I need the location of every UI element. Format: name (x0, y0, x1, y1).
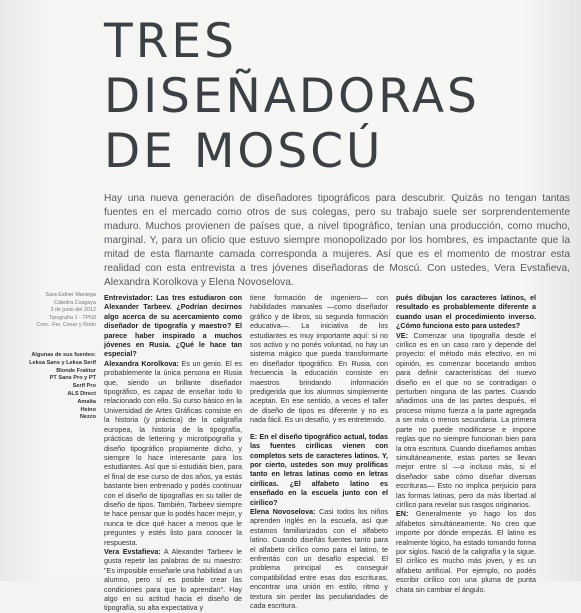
fonts-heading: Algunas de sus fuentes: (31, 352, 96, 358)
paragraph-gap (250, 425, 388, 432)
speaker-name: Elena Novoselova: (250, 506, 316, 516)
font-item: Amalta (77, 398, 96, 405)
answer-text: A Alexander Tarbeev le gusta repetir las palabras de su maestro: "Es imposible enseñarle una habilidad a un alumno, pero sí es posible crear las condiciones para que lo aprendan". Hay algo en su actitud hacia el diseño de tipografía, su alta expectativa y (104, 546, 242, 613)
font-item: Heino (80, 406, 96, 413)
credits-block (14, 292, 96, 330)
title-line-2: DISEÑADORAS (104, 69, 480, 124)
speaker-name: VE: (396, 330, 408, 340)
answer-text: Casi todos los niños aprenden inglés en la escuela, así que estamos familiarizados con el alfabeto latino. Cuando diseñás fuentes tanto para el alfabeto cirílico como para el latino, te enfrentás con un desafío especial. El problema principal es conseguir compatibilidad entre esas dos escrituras, encontrar una unión en estilo, ritmo y textura sin perder las peculiaridades de cada escritura. (250, 506, 388, 610)
credit-subject: Tipografía 1 - TPN3 (48, 314, 96, 321)
fonts-list (14, 352, 96, 422)
credit-date: 3 de junio del 2012 (50, 307, 96, 314)
speaker-name: Alexandra Korolkova: (104, 358, 179, 368)
article-intro: Hay una nueva generación de diseñadores tipográficos para descubrir. Quizás no tengan tantas fuentes en el mercado como otros de sus colegas, pero su trabajo suele ser sorprendentemente maduro. Muchos provienen de países que, a nivel tipográfico, tenían una producción, como mucho, marginal. Y, para un oficio que estuvo siempre monopolizado por los hombres, es impactante que la mitad de esta flamante camada corresponda a mujeres. Así que es el momento de mostrar esta realidad con esta entrevista a tres jóvenes diseñadoras de Moscú. Con ustedes, Vera Evstafieva, Alexandra Korolkova y Elena Novoselova. (104, 193, 570, 288)
interview-question: Entrevistador: Las tres estudiaron con Alexander Tarbeev. ¿Podrían decirnos algo acerca de su acercamiento como diseñador de tipografía y maestro? El parece haber inspirado a muchos jóvenes en Rusia. ¿Qué le hace tan especial? (104, 293, 242, 359)
font-item: PT Sans Pro y PT (49, 375, 96, 382)
font-item: ALS Direct (67, 390, 96, 397)
text-column-3 (396, 293, 536, 594)
interview-answer (250, 507, 388, 610)
font-item: Leksa Sans y Leksa Serif (29, 359, 96, 366)
interview-answer (104, 359, 242, 547)
title-line-3: DE MOSCÚ (104, 124, 384, 179)
answer-text: Comenzar una tipografía desde el cirílico es en un caso raro y depende del proyecto: el método más efectivo, en mi opinión, es comenzar bocetando ambos para definir características del nuevo diseño en el que no se contradigan o perturben ninguna de las partes. Cuando añadimos una de las partes después, el proceso mismo fuerza a la parte agregada a ser más o menos secundaria. La primera parte no puede modificarse e impone reglas que no siempre funcionan bien para la otra escritura. Cuando diseñamos ambas simultáneamente, estas partes se llevan mejor entre sí —o incluso más, si el diseñador sabe cómo diseñar diversas escrituras— Esto no implica perjuicio para las formas latinas, pero da más libertad al cirílico para revelar sus rasgos originarios. (396, 330, 536, 509)
font-item: Blonde Fraktur (56, 367, 96, 374)
article-title (104, 14, 564, 179)
credit-course: Cátedra Cosgaya (54, 299, 96, 306)
title-line-1: TRES (104, 14, 237, 69)
credit-commission: Com.: Fer, Cesar y Rodo (36, 322, 96, 329)
speaker-name: Vera Evstafieva: (104, 546, 161, 556)
answer-text: Generalmente yo hago los dos alfabetos simultáneamente. No creo que importe por dónde empezás. El latino es realmente lógico, ha estado tomando forma por siglos. Nació de la caligrafía y la sigue. El cirílico es mucho más joven, y es un alfabeto artificial. Por ejemplo, no podés escribir cirílico con una pluma de punta chata sin cambiar el ángulo. (396, 509, 536, 594)
interview-answer (104, 547, 242, 613)
font-item: Serif Pro (72, 383, 96, 390)
interview-answer (396, 331, 536, 510)
text-column-1 (104, 293, 242, 613)
answer-text: Es un genio. El es probablemente la única persona en Rusia que, siendo un brillante diseñador tipográfico, es capaz de enseñar todo lo relacionado con ello. Su curso básico en la Universidad de Artes Gráficas consiste en la historia (y práctica) de la caligrafía europea, la historia de la tipografía, prácticas de lettering y microtipografía y diseño tipográfico propiamente dicho, y siempre lo hace interesante para los estudiantes. Así que si estudiáis bien, para el final de ese curso de dos años, ya estás bastante bien entrenado y podés continuar con el diseño de tipografías en su taller de diseño de tipos. También, Tarbeev siempre te hace pensar que lo podés hacer mejor, y nunca te dice qué hacer a menos que le preguntes y estés listo para conocer la respuesta. (104, 358, 242, 547)
speaker-name: EN: (396, 509, 409, 519)
font-item: Nezzo (79, 414, 96, 421)
credit-author: Sara Esther Maniega (45, 292, 96, 298)
interview-answer (396, 509, 536, 594)
text-column-2 (250, 293, 388, 610)
answer-continuation: tiene formación de ingeniero— con habilidades manuales —como diseñador gráfico y de libros, su segunda formación educativa—. La iniciativa de los estudiantes es muy importante aquí: si no sos activo y no ponés voluntad, no hay un sistema mágico que pueda transformarte en diseñador tipográfico. En Rusia, con frecuencia la educación consiste en maestros brindando información predigerida que los alumnos simplemente aceptan. En ese sentido, a veces el taller de diseño de tipos es diferente y no es nada fácil. Es un desafío, y es entretenido. (250, 293, 388, 425)
interview-question: pués dibujan los caracteres latinos, el resultado es probablemente diferente a cuando usan el procedimiento inverso. ¿Cómo funciona esto para ustedes? (396, 293, 536, 331)
interview-question: E: En el diseño tipográfico actual, todas las fuentes cirílicas vienen con completos sets de caracteres latinos. Y, por cierto, ustedes son muy prolíficas tanto en letras latinas como en letras cirílicas. ¿El alfabeto latino es enseñado en la escuela junto con el cirílico? (250, 431, 388, 507)
